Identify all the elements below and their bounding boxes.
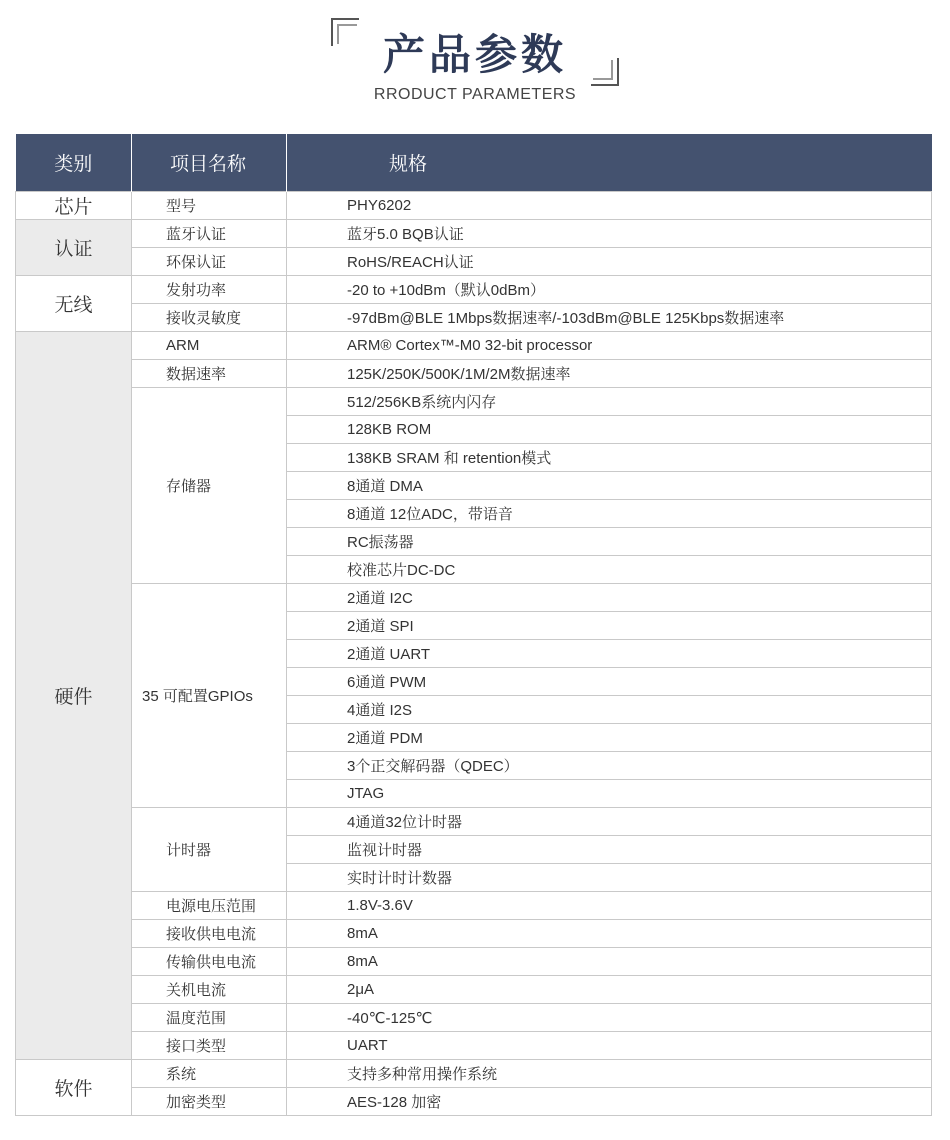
- item-cell: 传输供电电流: [132, 948, 287, 976]
- column-header-spec: 规格: [287, 134, 932, 192]
- value-cell: 6通道 PWM: [287, 668, 932, 696]
- value-cell: ARM® Cortex™-M0 32-bit processor: [287, 332, 932, 360]
- value-cell: -40℃-125℃: [287, 1004, 932, 1032]
- table-row: [16, 1060, 932, 1088]
- value-cell: 2通道 SPI: [287, 612, 932, 640]
- value-cell: 8通道 DMA: [287, 472, 932, 500]
- value-cell: 监视计时器: [287, 836, 932, 864]
- table-row: [16, 808, 932, 836]
- table-row: [16, 360, 932, 388]
- value-cell: 8通道 12位ADC，带语音: [287, 500, 932, 528]
- value-cell: 128KB ROM: [287, 416, 932, 444]
- table-row: [16, 892, 932, 920]
- item-cell: ARM: [132, 332, 287, 360]
- table-row: [16, 584, 932, 612]
- category-cert: 认证: [16, 220, 132, 276]
- left-bracket-decoration: [331, 18, 359, 46]
- item-cell: 接收供电电流: [132, 920, 287, 948]
- category-wireless: 无线: [16, 276, 132, 332]
- group-timer: 计时器: [132, 808, 287, 892]
- item-cell: 系统: [132, 1060, 287, 1088]
- table-row: [16, 332, 932, 360]
- value-cell: 138KB SRAM 和 retention模式: [287, 444, 932, 472]
- value-cell: RoHS/REACH认证: [287, 248, 932, 276]
- value-cell: 蓝牙5.0 BQB认证: [287, 220, 932, 248]
- item-cell: 数据速率: [132, 360, 287, 388]
- group-storage: 存储器: [132, 388, 287, 584]
- table-row: [16, 1088, 932, 1116]
- table-row: [16, 920, 932, 948]
- table-row: [16, 248, 932, 276]
- item-cell: 发射功率: [132, 276, 287, 304]
- value-cell: 2通道 PDM: [287, 724, 932, 752]
- value-cell: UART: [287, 1032, 932, 1060]
- value-cell: 2通道 I2C: [287, 584, 932, 612]
- value-cell: AES-128 加密: [287, 1088, 932, 1116]
- value-cell: RC振荡器: [287, 528, 932, 556]
- table-row: [16, 276, 932, 304]
- value-cell: -97dBm@BLE 1Mbps数据速率/-103dBm@BLE 125Kbps数据速率: [287, 304, 932, 332]
- item-cell: 型号: [132, 192, 287, 220]
- value-cell: 3个正交解码器（QDEC）: [287, 752, 932, 780]
- value-cell: 4通道 I2S: [287, 696, 932, 724]
- table-row: [16, 192, 932, 220]
- value-cell: -20 to +10dBm（默认0dBm）: [287, 276, 932, 304]
- item-cell: 蓝牙认证: [132, 220, 287, 248]
- title-wrap: [0, 18, 950, 86]
- value-cell: 512/256KB系统内闪存: [287, 388, 932, 416]
- value-cell: 8mA: [287, 948, 932, 976]
- category-hardware: 硬件: [16, 332, 132, 1060]
- item-cell: 加密类型: [132, 1088, 287, 1116]
- item-cell: 接收灵敏度: [132, 304, 287, 332]
- value-cell: 1.8V-3.6V: [287, 892, 932, 920]
- page-title-text: 产品参数: [382, 30, 567, 79]
- item-cell: 接口类型: [132, 1032, 287, 1060]
- item-cell: 关机电流: [132, 976, 287, 1004]
- value-cell: 4通道32位计时器: [287, 808, 932, 836]
- value-cell: PHY6202: [287, 192, 932, 220]
- right-bracket-decoration: [591, 58, 619, 86]
- item-cell: 电源电压范围: [132, 892, 287, 920]
- value-cell: 8mA: [287, 920, 932, 948]
- table-row: [16, 1004, 932, 1032]
- category-software: 软件: [16, 1060, 132, 1116]
- page-title: [349, 18, 601, 86]
- page-subtitle: RRODUCT PARAMETERS: [373, 86, 577, 103]
- title-block: [0, 0, 950, 120]
- value-cell: 校准芯片DC-DC: [287, 556, 932, 584]
- item-cell: 环保认证: [132, 248, 287, 276]
- item-cell: 温度范围: [132, 1004, 287, 1032]
- category-chip: 芯片: [16, 192, 132, 220]
- column-header-category: 类别: [16, 134, 132, 192]
- column-header-item: 项目名称: [132, 134, 287, 192]
- table-row: [16, 948, 932, 976]
- table-row: [16, 1032, 932, 1060]
- value-cell: JTAG: [287, 780, 932, 808]
- value-cell: 2μA: [287, 976, 932, 1004]
- table-header-row: [16, 134, 932, 192]
- value-cell: 实时计时计数器: [287, 864, 932, 892]
- value-cell: 125K/250K/500K/1M/2M数据速率: [287, 360, 932, 388]
- group-gpio: 35 可配置GPIOs: [132, 584, 287, 808]
- spec-table: [15, 134, 932, 1116]
- value-cell: 支持多种常用操作系统: [287, 1060, 932, 1088]
- value-cell: 2通道 UART: [287, 640, 932, 668]
- table-row: [16, 388, 932, 416]
- table-row: [16, 304, 932, 332]
- table-row: [16, 976, 932, 1004]
- table-row: [16, 220, 932, 248]
